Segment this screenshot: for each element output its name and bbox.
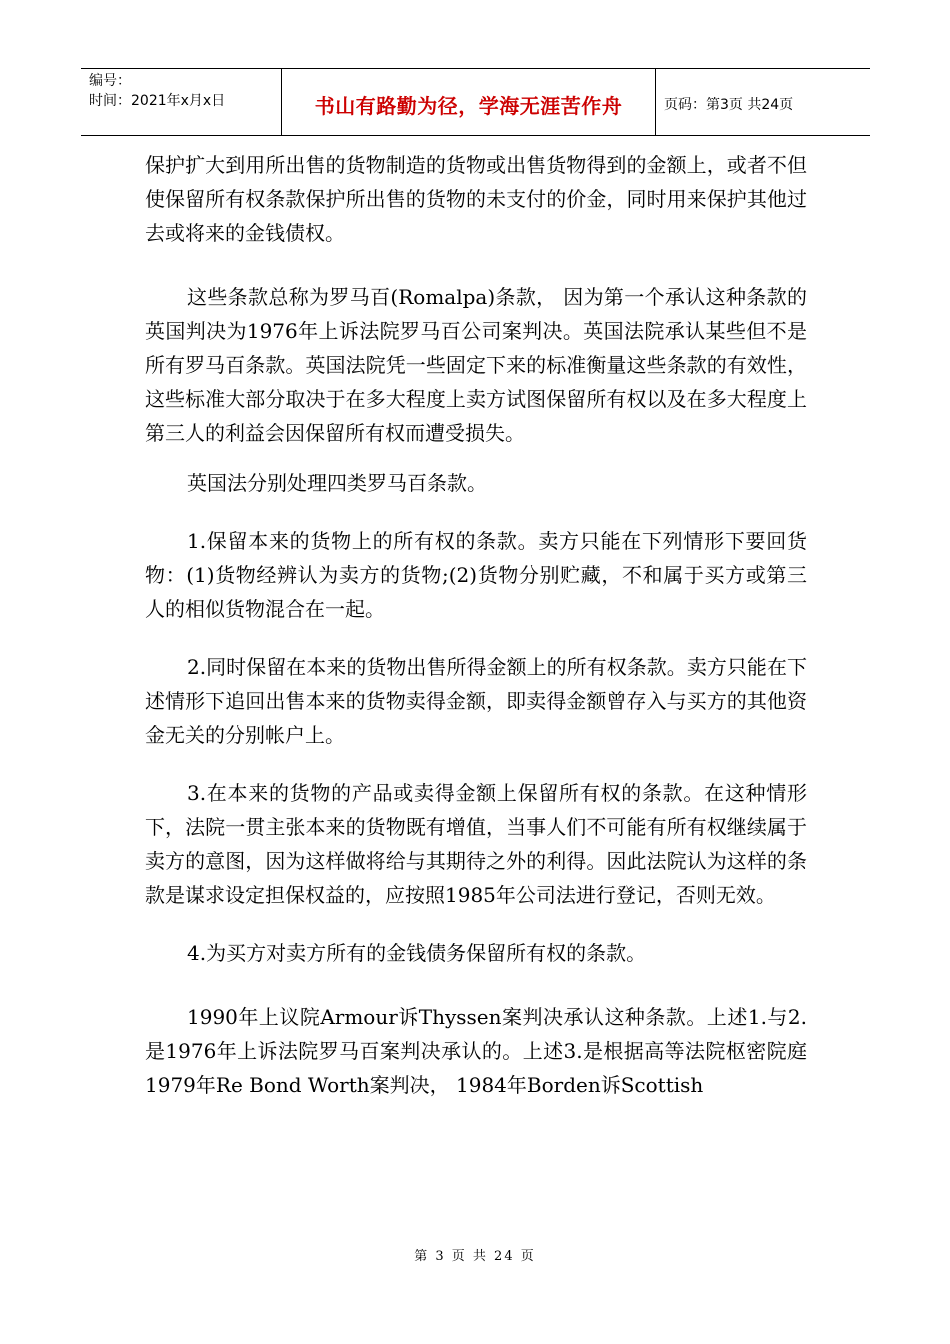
paragraph: 1990年上议院Armour诉Thyssen案判决承认这种条款。上述1.与2.是1976年上诉法院罗马百案判决承认的。上述3.是根据高等法院枢密院庭1979年Re Bond Worth案判决， 1984年Borden诉Scottish (145, 1005, 807, 1097)
paragraph: 1.保留本来的货物上的所有权的条款。卖方只能在下列情形下要回货物：(1)货物经辨认为卖方的货物;(2)货物分别贮藏，不和属于买方或第三人的相似货物混合在一起。 (145, 529, 807, 621)
header-meta-cell (81, 69, 282, 135)
header-motto: 书山有路勤为径，学海无涯苦作舟 (314, 93, 623, 118)
header-page-label: 页码：第3页 共24页 (664, 97, 794, 113)
page-footer: 第 3 页 共 24 页 (414, 1249, 536, 1264)
paragraph: 3.在本来的货物的产品或卖得金额上保留所有权的条款。在这种情形下，法院一贯主张本来的货物既有增值，当事人们不可能有所有权继续属于卖方的意图，因为这样做将给与其期待之外的利得。因此法院认为这样的条款是谋求设定担保权益的，应按照1985年公司法进行登记，否则无效。 (145, 781, 807, 907)
document-header (81, 68, 870, 136)
header-motto-cell (282, 69, 656, 135)
paragraph: 这些条款总称为罗马百(Romalpa)条款， 因为第一个承认这种条款的英国判决为1976年上诉法院罗马百公司案判决。英国法院承认某些但不是所有罗马百条款。英国法院凭一些固定下来的标准衡量这些条款的有效性，这些标准大部分取决于在多大程度上卖方试图保留所有权以及在多大程度上第三人的利益会因保留所有权而遭受损失。 (145, 285, 807, 445)
document-date-label: 时间：2021年x月x日 (89, 93, 226, 109)
paragraph: 4.为买方对卖方所有的金钱债务保留所有权的条款。 (187, 941, 647, 965)
document-body (145, 148, 807, 1102)
paragraph: 保护扩大到用所出售的货物制造的货物或出售货物得到的金额上，或者不但使保留所有权条款保护所出售的货物的未支付的价金，同时用来保护其他过去或将来的金钱债权。 (145, 153, 807, 245)
paragraph: 英国法分别处理四类罗马百条款。 (187, 471, 487, 495)
document-number-label: 编号： (89, 73, 131, 89)
header-page-cell (656, 69, 870, 135)
paragraph: 2.同时保留在本来的货物出售所得金额上的所有权条款。卖方只能在下述情形下追回出售本来的货物卖得金额，即卖得金额曾存入与买方的其他资金无关的分别帐户上。 (145, 655, 807, 747)
